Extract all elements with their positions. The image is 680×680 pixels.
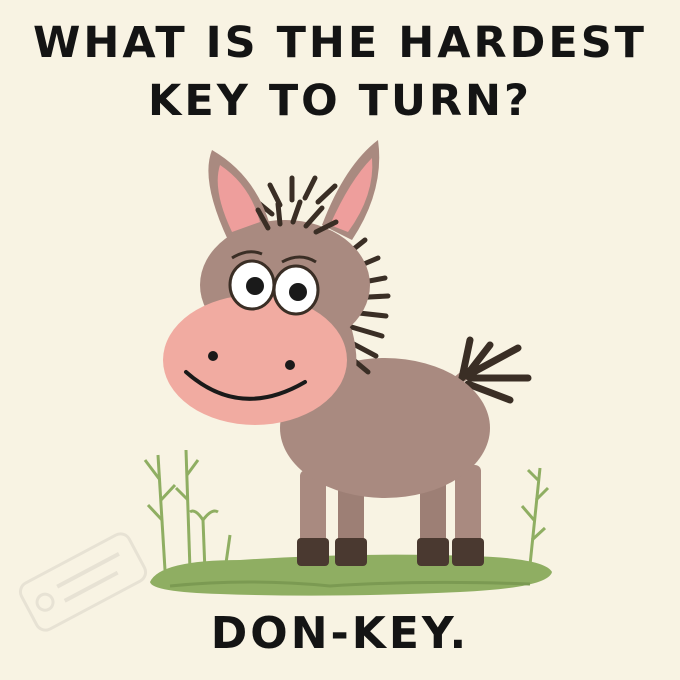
- muzzle-icon: [163, 295, 347, 425]
- question-line-1: WHAT IS THE HARDEST: [32, 18, 647, 68]
- joke-answer: DON-KEY.: [210, 608, 470, 659]
- question-line-2: KEY TO TURN?: [148, 76, 532, 126]
- plant-right-icon: [522, 468, 548, 565]
- plant-left-icon: [145, 450, 230, 572]
